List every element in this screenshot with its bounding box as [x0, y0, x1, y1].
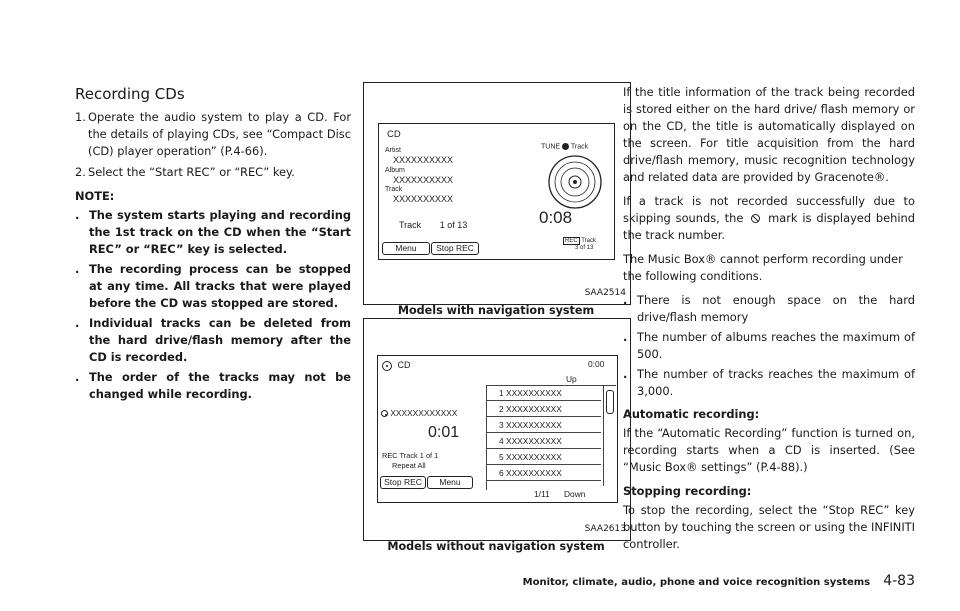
tune-label: TUNE	[541, 143, 561, 151]
paragraph: If the title information of the track being recorded is stored either on the hard drive/ flash memory or on the CD, the title is automatically displayed on the screen. For title acquisition from the hard drive/flash memory, music recognition technology and related data are provided by Gracenote®.	[623, 85, 915, 184]
artist-value: XXXXXXXXXX	[393, 155, 454, 165]
list-item[interactable]: 3 XXXXXXXXXX	[487, 418, 601, 433]
figure-caption: Models without navigation system	[387, 540, 605, 553]
rec-track-line: REC Track 1 of 1	[382, 451, 439, 460]
track-value: XXXXXXXXXX	[393, 194, 454, 204]
title-value: XXXXXXXXXXXX	[390, 408, 458, 418]
cd-screen-nav	[378, 123, 615, 260]
condition-text: The number of tracks reaches the maximum of 3,000.	[637, 367, 915, 398]
track-counter-label: Track	[399, 220, 422, 230]
disc-small-icon	[381, 410, 388, 417]
rec-badge: REC	[565, 238, 578, 244]
paragraph-skip-mark	[623, 193, 915, 244]
scrollbar-thumb[interactable]	[606, 390, 614, 414]
bullet-icon: .	[75, 316, 80, 330]
bullet-icon: .	[75, 208, 80, 222]
subheading: Automatic recording:	[623, 407, 760, 421]
screen-header	[382, 360, 411, 371]
section-heading: Recording CDs	[75, 85, 185, 103]
page-number: 4-83	[883, 573, 915, 589]
figure-code: SAA2514	[584, 288, 626, 298]
chapter-title: Monitor, climate, audio, phone and voice recognition systems	[522, 577, 871, 588]
title-row	[381, 408, 457, 418]
prohibited-icon	[751, 214, 760, 223]
knob-icon	[562, 143, 569, 150]
elapsed-time: 0:01	[428, 424, 460, 441]
page-footer	[523, 570, 915, 589]
rec-status	[563, 238, 596, 252]
list-item[interactable]: 6 XXXXXXXXXX	[487, 466, 601, 481]
step-text: Select the “Start REC” or “REC” key.	[88, 165, 295, 179]
note-text: Individual tracks can be deleted from the hard drive/flash memory after the CD is recorded.	[89, 316, 351, 364]
paragraph: If the “Automatic Recording” function is turned on, recording starts when a CD is inserted. (See “Music Box® settings” (P.4-88).)	[623, 426, 915, 474]
note-text: The system starts playing and recording the 1st track on the CD when the “Start REC” or “REC” key is selected.	[89, 208, 351, 256]
note-text: The order of the tracks may not be changed while recording.	[89, 370, 351, 401]
album-value: XXXXXXXXXX	[393, 175, 454, 185]
paragraph: To stop the recording, select the “Stop REC” key button by touching the screen or using the INFINITI controller.	[623, 503, 915, 551]
disc-icon	[547, 154, 603, 210]
list-item	[623, 329, 915, 363]
right-column	[623, 84, 915, 560]
track-counter-value: 1 of 13	[439, 220, 468, 230]
figure-nav-screen	[363, 82, 631, 305]
step-number: 1.	[75, 110, 86, 124]
notes-list	[75, 207, 351, 403]
list-item[interactable]: 4 XXXXXXXXXX	[487, 434, 601, 449]
paragraph-text: mark is displayed behind the track number.	[623, 211, 915, 242]
note-label: NOTE:	[75, 189, 115, 203]
track-label: Track	[385, 186, 403, 193]
figure-code: SAA2613	[584, 524, 626, 534]
subheading: Stopping recording:	[623, 484, 752, 498]
bullet-icon: .	[623, 367, 628, 381]
page-indicator: 1/11	[534, 489, 550, 499]
stop-rec-button[interactable]: Stop REC	[431, 242, 479, 255]
tune-track-indicator	[541, 143, 588, 150]
note-text: The recording process can be stopped at any time. All tracks that were played before the CD was stopped are stored.	[89, 262, 351, 310]
steps-list	[75, 109, 351, 181]
step-text: Operate the audio system to play a CD. For the details of playing CDs, see “Compact Disc (CD) player operation” (P.4-66).	[88, 110, 351, 158]
step-item	[75, 164, 351, 181]
step-item	[75, 109, 351, 160]
stop-rec-button[interactable]: Stop REC	[380, 476, 426, 489]
note-item	[75, 207, 351, 258]
bullet-icon: .	[75, 370, 80, 384]
list-item[interactable]: 2 XXXXXXXXXX	[487, 402, 601, 417]
paragraph-text: If a track is not recorded successfully due to skipping sounds, the	[623, 194, 915, 225]
track-counter	[399, 220, 467, 230]
condition-text: The number of albums reaches the maximum of 500.	[637, 330, 915, 361]
figure-caption: Models with navigation system	[397, 304, 595, 317]
disc-icon	[382, 361, 392, 371]
bullet-icon: .	[75, 262, 80, 276]
album-label: Album	[385, 167, 405, 174]
tune-track-label: Track	[570, 143, 589, 151]
screen-title: CD	[387, 129, 401, 140]
note-item	[75, 369, 351, 403]
screen-title: CD	[397, 360, 411, 370]
menu-button[interactable]: Menu	[382, 242, 430, 255]
clock: 0:00	[588, 359, 605, 369]
down-button[interactable]: Down	[564, 489, 586, 499]
list-item[interactable]: 1 XXXXXXXXXX	[487, 386, 601, 401]
note-item	[75, 315, 351, 366]
bullet-icon: .	[623, 293, 628, 307]
track-list	[486, 385, 616, 490]
note-item	[75, 261, 351, 312]
rec-track-label: Track	[581, 238, 597, 244]
scrollbar[interactable]	[603, 386, 615, 486]
artist-label: Artist	[385, 147, 401, 154]
list-item	[623, 292, 915, 326]
up-button[interactable]: Up	[566, 374, 577, 384]
menu-button[interactable]: Menu	[427, 476, 473, 489]
cd-screen-no-nav	[377, 355, 618, 503]
step-number: 2.	[75, 165, 86, 179]
elapsed-time: 0:08	[539, 208, 573, 227]
condition-text: There is not enough space on the hard drive/flash memory	[637, 293, 915, 324]
left-column	[75, 86, 351, 409]
repeat-line: Repeat All	[392, 461, 426, 470]
paragraph: The Music Box® cannot perform recording under the following conditions.	[623, 252, 903, 283]
figure-no-nav-screen	[363, 318, 631, 541]
conditions-list	[623, 292, 915, 400]
rec-track-count: 3 of 13	[575, 245, 594, 251]
list-item	[623, 366, 915, 400]
list-item[interactable]: 5 XXXXXXXXXX	[487, 450, 601, 465]
bullet-icon: .	[623, 330, 628, 344]
